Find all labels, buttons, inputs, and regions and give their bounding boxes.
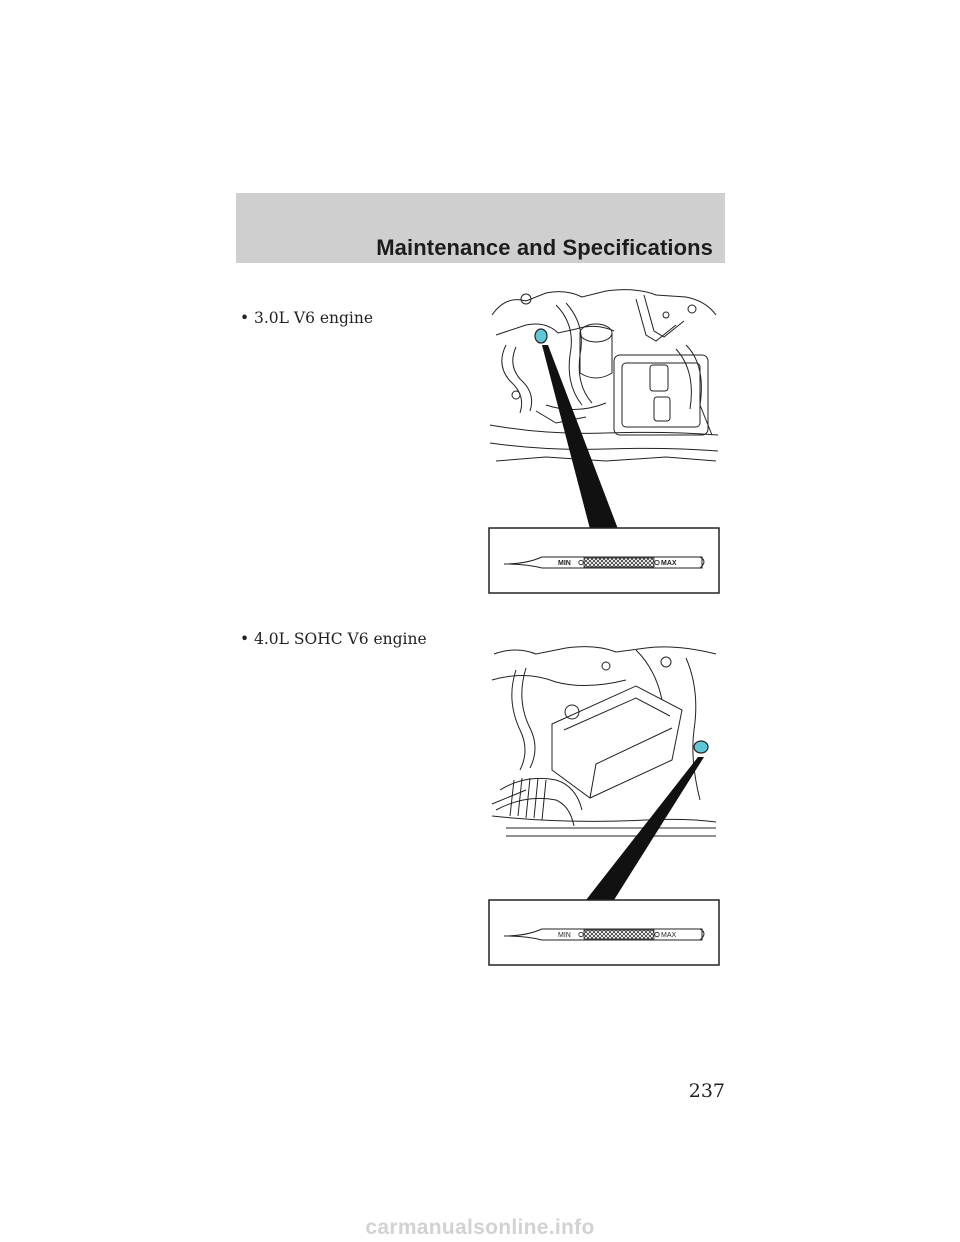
dipstick-handle-marker — [535, 329, 547, 343]
list-item-engine-1 — [240, 309, 373, 327]
watermark: carmanualsonline.info — [365, 1216, 595, 1239]
dipstick-max-label: MAX — [661, 932, 677, 939]
page-number: 237 — [688, 1080, 725, 1102]
engine-figure-4-0l — [486, 640, 722, 968]
dipstick-min-label: MIN — [558, 560, 571, 567]
engine-label: 4.0L SOHC V6 engine — [254, 630, 427, 648]
engine-label: 3.0L V6 engine — [254, 309, 374, 327]
engine-figure-3-0l — [486, 285, 722, 597]
dipstick-min-label: MIN — [558, 932, 571, 939]
dipstick-handle-marker — [694, 741, 708, 753]
engine-illustration-3-0l — [486, 285, 722, 597]
list-item-engine-2 — [240, 630, 427, 648]
bullet-icon: • — [240, 630, 250, 648]
engine-illustration-4-0l — [486, 640, 722, 968]
section-header — [236, 193, 725, 263]
dipstick-max-label: MAX — [661, 560, 677, 567]
section-title: Maintenance and Specifications — [376, 235, 713, 260]
bullet-icon: • — [240, 309, 250, 327]
